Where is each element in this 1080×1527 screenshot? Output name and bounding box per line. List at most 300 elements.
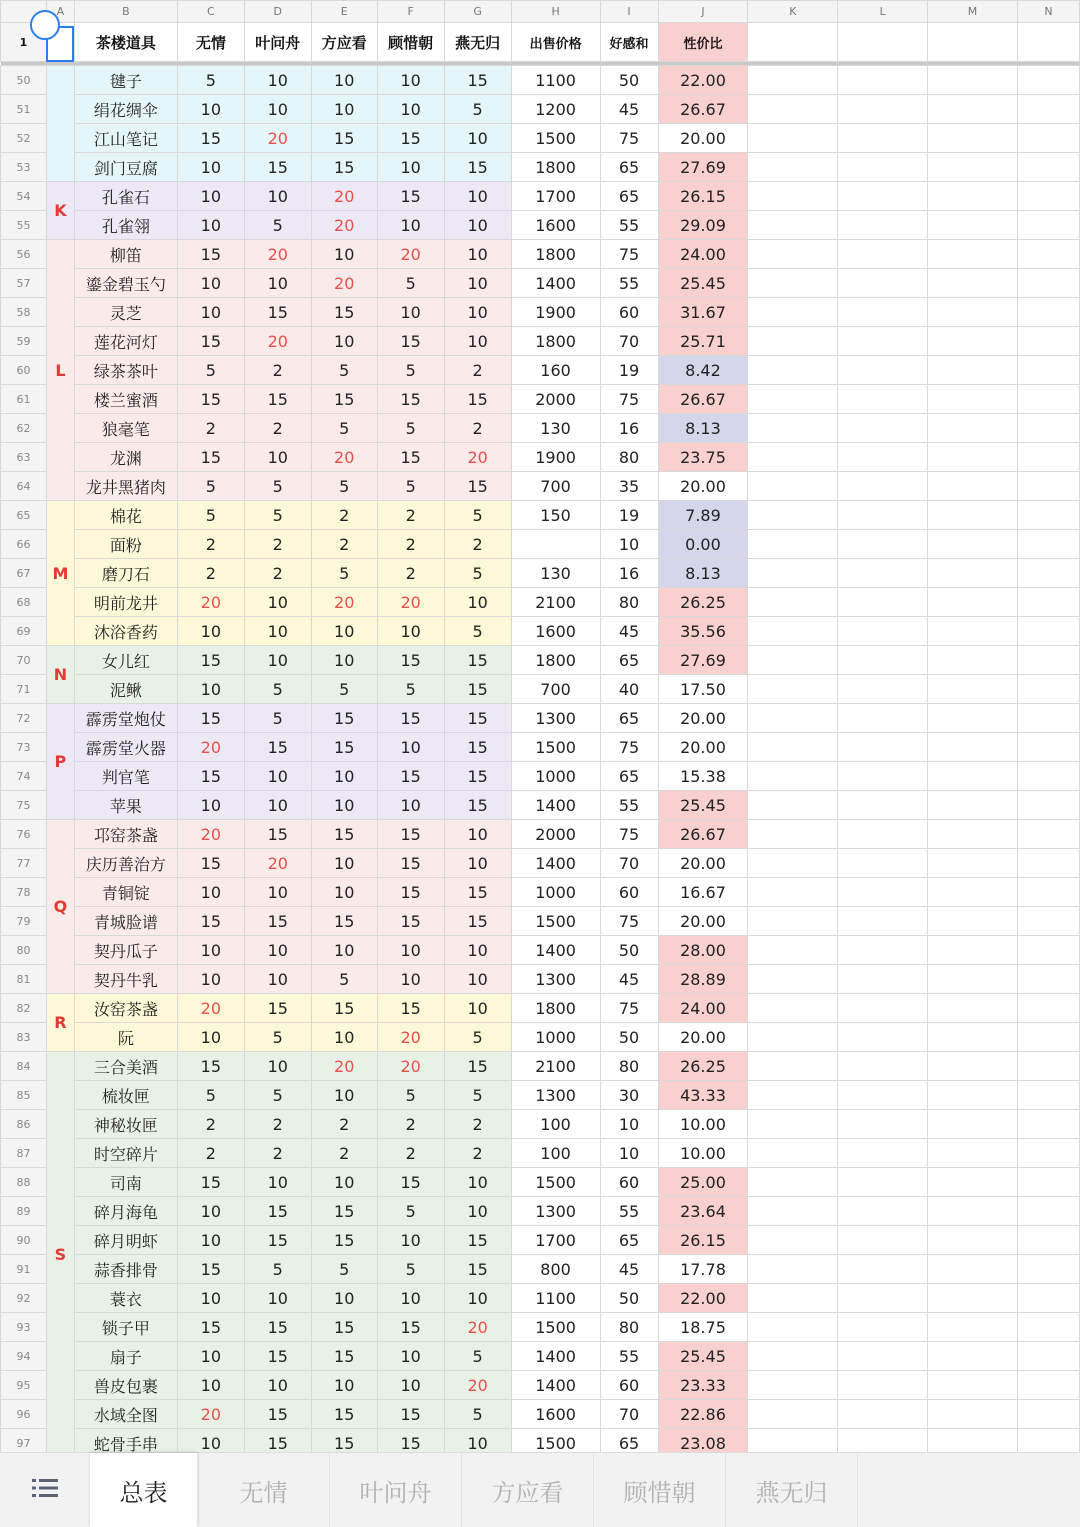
favor-cell[interactable]: 75 xyxy=(600,733,658,762)
price-cell[interactable]: 160 xyxy=(511,356,600,385)
value-cell[interactable]: 15 xyxy=(177,762,244,791)
empty-cell[interactable] xyxy=(748,182,838,211)
table-row[interactable] xyxy=(1,472,1080,501)
empty-cell[interactable] xyxy=(928,1371,1018,1400)
empty-cell[interactable] xyxy=(748,646,838,675)
favor-cell[interactable]: 60 xyxy=(600,878,658,907)
empty-cell[interactable] xyxy=(1017,559,1079,588)
empty-cell[interactable] xyxy=(748,443,838,472)
value-cell[interactable]: 20 xyxy=(377,240,444,269)
empty-cell[interactable] xyxy=(928,414,1018,443)
empty-cell[interactable] xyxy=(928,1400,1018,1429)
ratio-cell[interactable]: 26.25 xyxy=(658,588,748,617)
row-number[interactable]: 79 xyxy=(1,907,47,936)
table-row[interactable] xyxy=(1,994,1080,1023)
table-row[interactable] xyxy=(1,849,1080,878)
table-row[interactable] xyxy=(1,704,1080,733)
empty-cell[interactable] xyxy=(928,994,1018,1023)
value-cell[interactable]: 15 xyxy=(311,994,377,1023)
ratio-cell[interactable]: 20.00 xyxy=(658,704,748,733)
table-row[interactable] xyxy=(1,588,1080,617)
value-cell[interactable]: 2 xyxy=(377,1139,444,1168)
row-number[interactable]: 68 xyxy=(1,588,47,617)
row-number[interactable]: 95 xyxy=(1,1371,47,1400)
favor-cell[interactable]: 65 xyxy=(600,182,658,211)
value-cell[interactable]: 20 xyxy=(177,1400,244,1429)
value-cell[interactable]: 10 xyxy=(377,95,444,124)
empty-cell[interactable] xyxy=(838,501,928,530)
value-cell[interactable]: 5 xyxy=(444,501,511,530)
price-cell[interactable]: 150 xyxy=(511,501,600,530)
item-name-cell[interactable]: 龙井黑猪肉 xyxy=(74,472,177,501)
value-cell[interactable]: 10 xyxy=(244,1284,311,1313)
row-number[interactable]: 61 xyxy=(1,385,47,414)
column-header-e[interactable]: E xyxy=(311,1,377,23)
value-cell[interactable]: 10 xyxy=(444,240,511,269)
empty-cell[interactable] xyxy=(1017,675,1079,704)
empty-cell[interactable] xyxy=(928,762,1018,791)
column-header-k[interactable]: K xyxy=(748,1,838,23)
favor-cell[interactable]: 16 xyxy=(600,559,658,588)
empty-cell[interactable] xyxy=(748,1168,838,1197)
value-cell[interactable]: 20 xyxy=(377,1023,444,1052)
value-cell[interactable]: 10 xyxy=(177,298,244,327)
sheet-tab[interactable]: 顾惜朝 xyxy=(594,1453,726,1527)
favor-cell[interactable]: 10 xyxy=(600,1139,658,1168)
value-cell[interactable]: 10 xyxy=(311,1371,377,1400)
table-row[interactable] xyxy=(1,298,1080,327)
price-cell[interactable]: 1600 xyxy=(511,1400,600,1429)
value-cell[interactable]: 15 xyxy=(444,1255,511,1284)
empty-cell[interactable] xyxy=(1017,994,1079,1023)
category-cell[interactable]: S xyxy=(46,1052,74,1453)
value-cell[interactable]: 5 xyxy=(311,414,377,443)
ratio-cell[interactable]: 18.75 xyxy=(658,1313,748,1342)
value-cell[interactable]: 5 xyxy=(444,1081,511,1110)
empty-cell[interactable] xyxy=(838,472,928,501)
item-name-cell[interactable]: 碎月明虾 xyxy=(74,1226,177,1255)
price-cell[interactable]: 1000 xyxy=(511,1023,600,1052)
empty-cell[interactable] xyxy=(748,820,838,849)
item-name-cell[interactable]: 鎏金碧玉勺 xyxy=(74,269,177,298)
empty-cell[interactable] xyxy=(838,965,928,994)
table-row[interactable] xyxy=(1,878,1080,907)
row-number[interactable]: 72 xyxy=(1,704,47,733)
favor-cell[interactable]: 75 xyxy=(600,385,658,414)
empty-cell[interactable] xyxy=(1017,704,1079,733)
value-cell[interactable]: 2 xyxy=(311,501,377,530)
value-cell[interactable]: 10 xyxy=(177,878,244,907)
empty-cell[interactable] xyxy=(748,1429,838,1453)
favor-cell[interactable]: 16 xyxy=(600,414,658,443)
favor-cell[interactable]: 65 xyxy=(600,1429,658,1453)
empty-cell[interactable] xyxy=(1017,1168,1079,1197)
value-cell[interactable]: 20 xyxy=(244,124,311,153)
item-name-cell[interactable]: 青铜锭 xyxy=(74,878,177,907)
price-cell[interactable]: 700 xyxy=(511,675,600,704)
empty-cell[interactable] xyxy=(838,269,928,298)
empty-cell[interactable] xyxy=(928,1226,1018,1255)
value-cell[interactable]: 15 xyxy=(311,820,377,849)
empty-cell[interactable] xyxy=(1017,1110,1079,1139)
value-cell[interactable]: 15 xyxy=(377,849,444,878)
value-cell[interactable]: 5 xyxy=(244,472,311,501)
table-row[interactable] xyxy=(1,907,1080,936)
item-name-cell[interactable]: 绢花绸伞 xyxy=(74,95,177,124)
value-cell[interactable]: 10 xyxy=(444,820,511,849)
value-cell[interactable]: 15 xyxy=(311,733,377,762)
empty-cell[interactable] xyxy=(1017,820,1079,849)
table-row[interactable] xyxy=(1,1081,1080,1110)
table-row[interactable] xyxy=(1,1052,1080,1081)
price-cell[interactable]: 1400 xyxy=(511,1371,600,1400)
empty-cell[interactable] xyxy=(838,1342,928,1371)
row-number[interactable]: 80 xyxy=(1,936,47,965)
item-name-cell[interactable]: 蛇骨手串 xyxy=(74,1429,177,1453)
empty-cell[interactable] xyxy=(928,733,1018,762)
value-cell[interactable]: 10 xyxy=(177,617,244,646)
value-cell[interactable]: 15 xyxy=(311,907,377,936)
empty-cell[interactable] xyxy=(838,733,928,762)
favor-cell[interactable]: 75 xyxy=(600,124,658,153)
value-cell[interactable]: 15 xyxy=(244,1342,311,1371)
value-cell[interactable]: 15 xyxy=(244,153,311,182)
value-cell[interactable]: 2 xyxy=(244,1139,311,1168)
empty-cell[interactable] xyxy=(928,936,1018,965)
value-cell[interactable]: 2 xyxy=(444,356,511,385)
ratio-cell[interactable]: 25.45 xyxy=(658,1342,748,1371)
empty-cell[interactable] xyxy=(928,95,1018,124)
favor-cell[interactable]: 40 xyxy=(600,675,658,704)
empty-cell[interactable] xyxy=(838,240,928,269)
header-cell[interactable]: 无情 xyxy=(177,23,244,62)
value-cell[interactable]: 20 xyxy=(444,1313,511,1342)
price-cell[interactable]: 1500 xyxy=(511,1313,600,1342)
ratio-cell[interactable]: 23.08 xyxy=(658,1429,748,1453)
row-number[interactable]: 1 xyxy=(1,23,47,62)
empty-cell[interactable] xyxy=(748,762,838,791)
ratio-cell[interactable]: 25.45 xyxy=(658,269,748,298)
row-number[interactable]: 50 xyxy=(1,66,47,95)
value-cell[interactable]: 2 xyxy=(244,559,311,588)
empty-cell[interactable] xyxy=(748,1023,838,1052)
ratio-cell[interactable]: 20.00 xyxy=(658,124,748,153)
empty-cell[interactable] xyxy=(928,269,1018,298)
item-name-cell[interactable]: 判官笔 xyxy=(74,762,177,791)
price-cell[interactable] xyxy=(511,530,600,559)
favor-cell[interactable]: 60 xyxy=(600,1371,658,1400)
value-cell[interactable]: 10 xyxy=(244,617,311,646)
row-number[interactable]: 92 xyxy=(1,1284,47,1313)
value-cell[interactable]: 15 xyxy=(244,298,311,327)
value-cell[interactable]: 15 xyxy=(377,994,444,1023)
price-cell[interactable]: 130 xyxy=(511,559,600,588)
row-number[interactable]: 91 xyxy=(1,1255,47,1284)
value-cell[interactable]: 10 xyxy=(377,791,444,820)
table-row[interactable] xyxy=(1,1197,1080,1226)
value-cell[interactable]: 10 xyxy=(377,936,444,965)
favor-cell[interactable]: 10 xyxy=(600,530,658,559)
value-cell[interactable]: 15 xyxy=(377,1429,444,1453)
row-number[interactable]: 83 xyxy=(1,1023,47,1052)
ratio-cell[interactable]: 25.71 xyxy=(658,327,748,356)
value-cell[interactable]: 10 xyxy=(444,1197,511,1226)
value-cell[interactable]: 2 xyxy=(244,356,311,385)
price-cell[interactable]: 1700 xyxy=(511,1226,600,1255)
header-cell[interactable]: 好感和 xyxy=(600,23,658,62)
favor-cell[interactable]: 45 xyxy=(600,965,658,994)
empty-cell[interactable] xyxy=(838,1023,928,1052)
empty-cell[interactable] xyxy=(1017,414,1079,443)
item-name-cell[interactable]: 兽皮包裹 xyxy=(74,1371,177,1400)
row-number[interactable]: 76 xyxy=(1,820,47,849)
price-cell[interactable]: 130 xyxy=(511,414,600,443)
empty-cell[interactable] xyxy=(928,23,1018,62)
favor-cell[interactable]: 80 xyxy=(600,1313,658,1342)
item-name-cell[interactable]: 楼兰蜜酒 xyxy=(74,385,177,414)
value-cell[interactable]: 20 xyxy=(444,1371,511,1400)
ratio-cell[interactable]: 31.67 xyxy=(658,298,748,327)
value-cell[interactable]: 20 xyxy=(177,588,244,617)
row-number[interactable]: 73 xyxy=(1,733,47,762)
table-row[interactable] xyxy=(1,1342,1080,1371)
table-row[interactable] xyxy=(1,414,1080,443)
value-cell[interactable]: 20 xyxy=(244,240,311,269)
ratio-cell[interactable]: 25.45 xyxy=(658,791,748,820)
value-cell[interactable]: 15 xyxy=(377,820,444,849)
row-number[interactable]: 57 xyxy=(1,269,47,298)
empty-cell[interactable] xyxy=(748,124,838,153)
ratio-cell[interactable]: 8.13 xyxy=(658,559,748,588)
item-name-cell[interactable]: 江山笔记 xyxy=(74,124,177,153)
empty-cell[interactable] xyxy=(748,269,838,298)
value-cell[interactable]: 10 xyxy=(244,269,311,298)
value-cell[interactable]: 2 xyxy=(444,1139,511,1168)
empty-cell[interactable] xyxy=(748,704,838,733)
empty-cell[interactable] xyxy=(928,240,1018,269)
item-name-cell[interactable]: 时空碎片 xyxy=(74,1139,177,1168)
value-cell[interactable]: 15 xyxy=(177,704,244,733)
favor-cell[interactable]: 75 xyxy=(600,820,658,849)
value-cell[interactable]: 15 xyxy=(377,1313,444,1342)
value-cell[interactable]: 10 xyxy=(311,66,377,95)
item-name-cell[interactable]: 邛窑茶盏 xyxy=(74,820,177,849)
value-cell[interactable]: 2 xyxy=(177,559,244,588)
value-cell[interactable]: 10 xyxy=(177,1226,244,1255)
empty-cell[interactable] xyxy=(838,559,928,588)
ratio-cell[interactable]: 22.00 xyxy=(658,66,748,95)
value-cell[interactable]: 10 xyxy=(244,1052,311,1081)
value-cell[interactable]: 15 xyxy=(444,675,511,704)
table-row[interactable] xyxy=(1,965,1080,994)
empty-cell[interactable] xyxy=(1017,1429,1079,1453)
price-cell[interactable]: 700 xyxy=(511,472,600,501)
value-cell[interactable]: 10 xyxy=(177,1371,244,1400)
ratio-cell[interactable]: 26.25 xyxy=(658,1052,748,1081)
table-row[interactable] xyxy=(1,1284,1080,1313)
value-cell[interactable]: 15 xyxy=(444,153,511,182)
empty-cell[interactable] xyxy=(748,617,838,646)
value-cell[interactable]: 15 xyxy=(377,878,444,907)
item-name-cell[interactable]: 狼毫笔 xyxy=(74,414,177,443)
empty-cell[interactable] xyxy=(1017,153,1079,182)
value-cell[interactable]: 5 xyxy=(244,1255,311,1284)
row-number[interactable]: 56 xyxy=(1,240,47,269)
empty-cell[interactable] xyxy=(748,1342,838,1371)
value-cell[interactable]: 15 xyxy=(311,385,377,414)
table-row[interactable] xyxy=(1,1400,1080,1429)
value-cell[interactable]: 15 xyxy=(177,124,244,153)
favor-cell[interactable]: 55 xyxy=(600,1197,658,1226)
favor-cell[interactable]: 50 xyxy=(600,66,658,95)
item-name-cell[interactable]: 青城脸谱 xyxy=(74,907,177,936)
ratio-cell[interactable]: 8.42 xyxy=(658,356,748,385)
table-row[interactable] xyxy=(1,356,1080,385)
ratio-cell[interactable]: 15.38 xyxy=(658,762,748,791)
empty-cell[interactable] xyxy=(928,66,1018,95)
ratio-cell[interactable]: 0.00 xyxy=(658,530,748,559)
empty-cell[interactable] xyxy=(748,878,838,907)
empty-cell[interactable] xyxy=(1017,762,1079,791)
value-cell[interactable]: 10 xyxy=(311,849,377,878)
empty-cell[interactable] xyxy=(928,704,1018,733)
value-cell[interactable]: 10 xyxy=(444,182,511,211)
value-cell[interactable]: 15 xyxy=(444,472,511,501)
ratio-cell[interactable]: 23.75 xyxy=(658,443,748,472)
row-number[interactable]: 52 xyxy=(1,124,47,153)
value-cell[interactable]: 15 xyxy=(311,1400,377,1429)
table-row[interactable] xyxy=(1,762,1080,791)
empty-cell[interactable] xyxy=(1017,211,1079,240)
value-cell[interactable]: 10 xyxy=(177,675,244,704)
empty-cell[interactable] xyxy=(1017,530,1079,559)
empty-cell[interactable] xyxy=(748,530,838,559)
item-name-cell[interactable]: 龙渊 xyxy=(74,443,177,472)
row-number[interactable]: 58 xyxy=(1,298,47,327)
empty-cell[interactable] xyxy=(928,1313,1018,1342)
empty-cell[interactable] xyxy=(928,1197,1018,1226)
empty-cell[interactable] xyxy=(748,1371,838,1400)
value-cell[interactable]: 10 xyxy=(177,936,244,965)
row-number[interactable]: 69 xyxy=(1,617,47,646)
table-row[interactable] xyxy=(1,530,1080,559)
empty-cell[interactable] xyxy=(928,1255,1018,1284)
empty-cell[interactable] xyxy=(1017,240,1079,269)
value-cell[interactable]: 10 xyxy=(177,269,244,298)
favor-cell[interactable]: 55 xyxy=(600,211,658,240)
empty-cell[interactable] xyxy=(1017,936,1079,965)
value-cell[interactable]: 2 xyxy=(177,1110,244,1139)
favor-cell[interactable]: 70 xyxy=(600,327,658,356)
table-row[interactable] xyxy=(1,501,1080,530)
ratio-cell[interactable]: 10.00 xyxy=(658,1139,748,1168)
empty-cell[interactable] xyxy=(748,588,838,617)
table-row[interactable] xyxy=(1,1139,1080,1168)
column-header-f[interactable]: F xyxy=(377,1,444,23)
value-cell[interactable]: 15 xyxy=(177,385,244,414)
item-name-cell[interactable]: 神秘妆匣 xyxy=(74,1110,177,1139)
value-cell[interactable]: 5 xyxy=(444,559,511,588)
value-cell[interactable]: 15 xyxy=(444,385,511,414)
price-cell[interactable]: 1300 xyxy=(511,1081,600,1110)
value-cell[interactable]: 10 xyxy=(311,327,377,356)
column-header-d[interactable]: D xyxy=(244,1,311,23)
empty-cell[interactable] xyxy=(1017,907,1079,936)
table-row[interactable] xyxy=(1,269,1080,298)
price-cell[interactable]: 1400 xyxy=(511,936,600,965)
ratio-cell[interactable]: 29.09 xyxy=(658,211,748,240)
value-cell[interactable]: 10 xyxy=(244,762,311,791)
price-cell[interactable]: 1400 xyxy=(511,269,600,298)
favor-cell[interactable]: 60 xyxy=(600,1168,658,1197)
value-cell[interactable]: 10 xyxy=(377,1226,444,1255)
header-cell[interactable]: 性价比 xyxy=(658,23,748,62)
item-name-cell[interactable]: 剑门豆腐 xyxy=(74,153,177,182)
value-cell[interactable]: 10 xyxy=(377,153,444,182)
value-cell[interactable]: 5 xyxy=(311,1255,377,1284)
value-cell[interactable]: 10 xyxy=(177,1023,244,1052)
value-cell[interactable]: 15 xyxy=(311,124,377,153)
value-cell[interactable]: 10 xyxy=(311,936,377,965)
value-cell[interactable]: 10 xyxy=(244,791,311,820)
ratio-cell[interactable]: 7.89 xyxy=(658,501,748,530)
item-name-cell[interactable]: 庆历善治方 xyxy=(74,849,177,878)
empty-cell[interactable] xyxy=(838,1284,928,1313)
empty-cell[interactable] xyxy=(928,820,1018,849)
empty-cell[interactable] xyxy=(838,153,928,182)
empty-cell[interactable] xyxy=(1017,733,1079,762)
empty-cell[interactable] xyxy=(838,298,928,327)
value-cell[interactable]: 10 xyxy=(444,124,511,153)
row-number[interactable]: 62 xyxy=(1,414,47,443)
ratio-cell[interactable]: 24.00 xyxy=(658,994,748,1023)
value-cell[interactable]: 15 xyxy=(177,849,244,878)
price-cell[interactable]: 1500 xyxy=(511,124,600,153)
value-cell[interactable]: 10 xyxy=(177,1342,244,1371)
ratio-cell[interactable]: 27.69 xyxy=(658,153,748,182)
price-cell[interactable]: 2000 xyxy=(511,820,600,849)
empty-cell[interactable] xyxy=(838,588,928,617)
empty-cell[interactable] xyxy=(748,501,838,530)
value-cell[interactable]: 10 xyxy=(377,1342,444,1371)
empty-cell[interactable] xyxy=(748,385,838,414)
item-name-cell[interactable]: 契丹瓜子 xyxy=(74,936,177,965)
value-cell[interactable]: 5 xyxy=(244,211,311,240)
table-row[interactable] xyxy=(1,1226,1080,1255)
table-row[interactable] xyxy=(1,791,1080,820)
empty-cell[interactable] xyxy=(838,530,928,559)
empty-cell[interactable] xyxy=(1017,443,1079,472)
item-name-cell[interactable]: 灵芝 xyxy=(74,298,177,327)
row-number[interactable]: 64 xyxy=(1,472,47,501)
empty-cell[interactable] xyxy=(748,733,838,762)
value-cell[interactable]: 10 xyxy=(444,1284,511,1313)
ratio-cell[interactable]: 24.00 xyxy=(658,240,748,269)
empty-cell[interactable] xyxy=(838,182,928,211)
empty-cell[interactable] xyxy=(748,211,838,240)
empty-cell[interactable] xyxy=(748,1226,838,1255)
table-row[interactable] xyxy=(1,443,1080,472)
value-cell[interactable]: 15 xyxy=(244,907,311,936)
value-cell[interactable]: 15 xyxy=(377,704,444,733)
value-cell[interactable]: 10 xyxy=(244,646,311,675)
category-cell[interactable]: R xyxy=(46,994,74,1052)
empty-cell[interactable] xyxy=(838,704,928,733)
empty-cell[interactable] xyxy=(748,66,838,95)
ratio-cell[interactable]: 17.78 xyxy=(658,1255,748,1284)
value-cell[interactable]: 15 xyxy=(444,1052,511,1081)
ratio-cell[interactable]: 22.86 xyxy=(658,1400,748,1429)
